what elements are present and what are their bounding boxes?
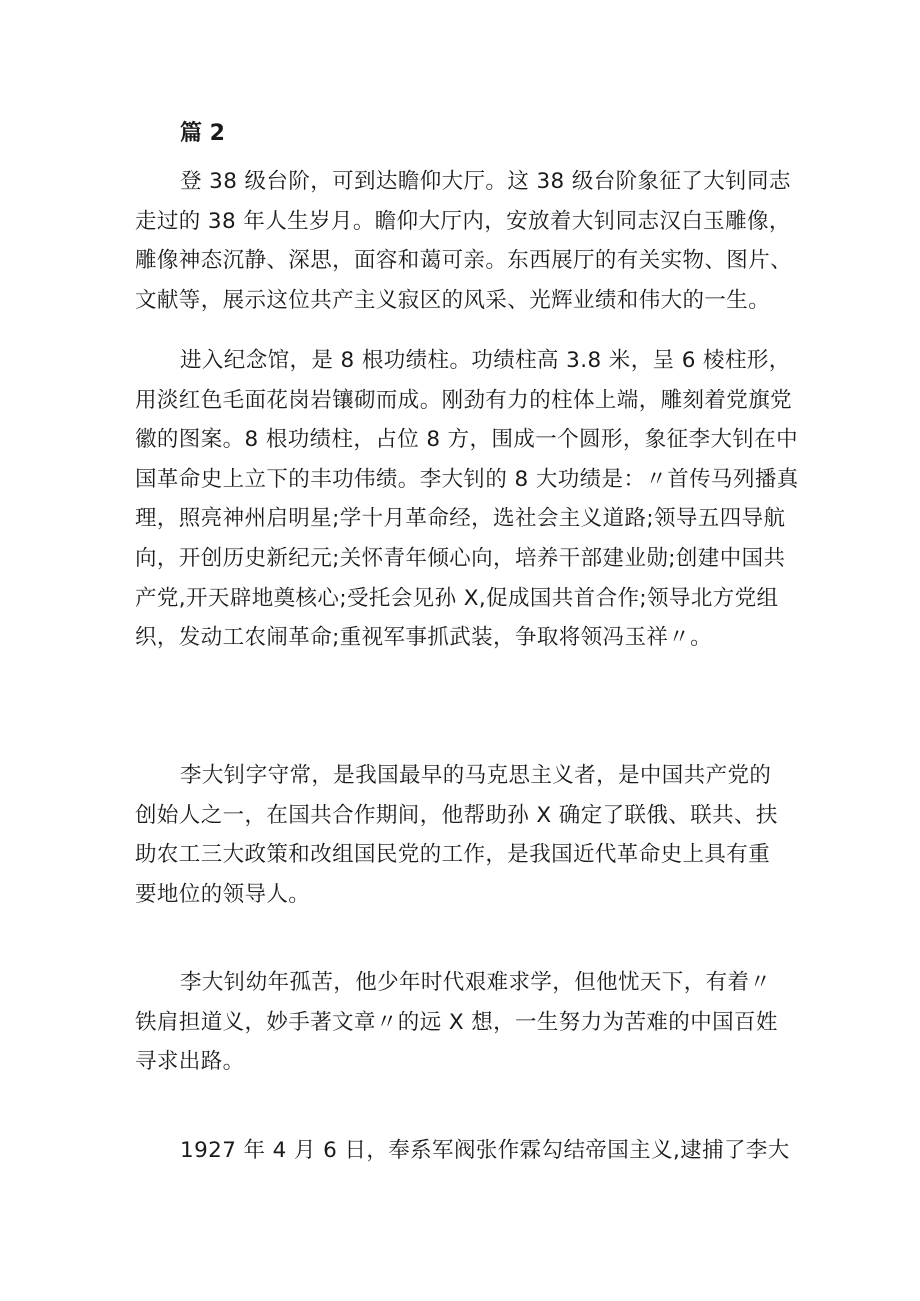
text-line: 铁肩担道义，妙手著文章〃的远 X 想，一生努力为苦难的中国百姓 (135, 1009, 778, 1035)
text-line: 助农工三大政策和改组国民党的工作，是我国近代革命史上具有重 (135, 842, 771, 868)
text-line: 产党,开天辟地奠核心;受托会见孙 X,促成国共首合作;领导北方党组 (135, 585, 779, 611)
text-line: 走过的 38 年人生岁月。瞻仰大厅内，安放着大钊同志汉白玉雕像， (135, 208, 791, 234)
paragraph-biography (135, 756, 803, 914)
text-line: 雕像神态沉静、深思，面容和蔼可亲。东西展厅的有关实物、图片、 (135, 248, 793, 274)
text-line: 向，开创历史新纪元;关怀青年倾心向，培养干部建业勋;创建中国共 (135, 545, 786, 571)
text-line: 国革命史上立下的丰功伟绩。李大钊的 8 大功绩是：〃首传马列播真 (135, 466, 799, 492)
text-line: 进入纪念馆，是 8 根功绩柱。功绩柱高 3.8 米，呈 6 棱柱形， (180, 348, 791, 373)
text-line: 李大钊字守常，是我国最早的马克思主义者，是中国共产党的 (180, 763, 772, 788)
text-line: 文献等，展示这位共产主义寂区的风采、光辉业绩和伟大的一生。 (135, 287, 771, 313)
text-line: 寻求出路。 (135, 1049, 245, 1075)
paragraph-arrest (135, 1131, 803, 1171)
paragraph-youth (135, 963, 803, 1082)
text-line: 用淡红色毛面花岗岩镶砌而成。刚劲有力的柱体上端，雕刻着党旗党 (135, 387, 793, 413)
text-line: 1927 年 4 月 6 日，奉系军阀张作霖勾结帝国主义,逮捕了李大 (180, 1138, 790, 1163)
section-heading: 篇 2 (180, 121, 225, 146)
text-line: 李大钊幼年孤苦，他少年时代艰难求学，但他忧天下，有着〃 (180, 970, 772, 995)
paragraph-stairs (135, 162, 803, 320)
text-line: 创始人之一，在国共合作期间，他帮助孙 X 确定了联俄、联共、扶 (135, 802, 778, 828)
paragraph-pillars (135, 341, 803, 658)
text-line: 徽的图案。8 根功绩柱，占位 8 方，围成一个圆形，象征李大钊在中 (135, 427, 799, 453)
text-line: 理，照亮神州启明星;学十月革命经，选社会主义道路;领导五四导航 (135, 506, 786, 532)
text-line: 登 38 级台阶，可到达瞻仰大厅。这 38 级台阶象征了大钊同志 (180, 169, 791, 194)
text-line: 要地位的领导人。 (135, 881, 311, 907)
text-line: 织，发动工农闹革命;重视军事抓武装，争取将领冯玉祥〃。 (135, 625, 713, 651)
